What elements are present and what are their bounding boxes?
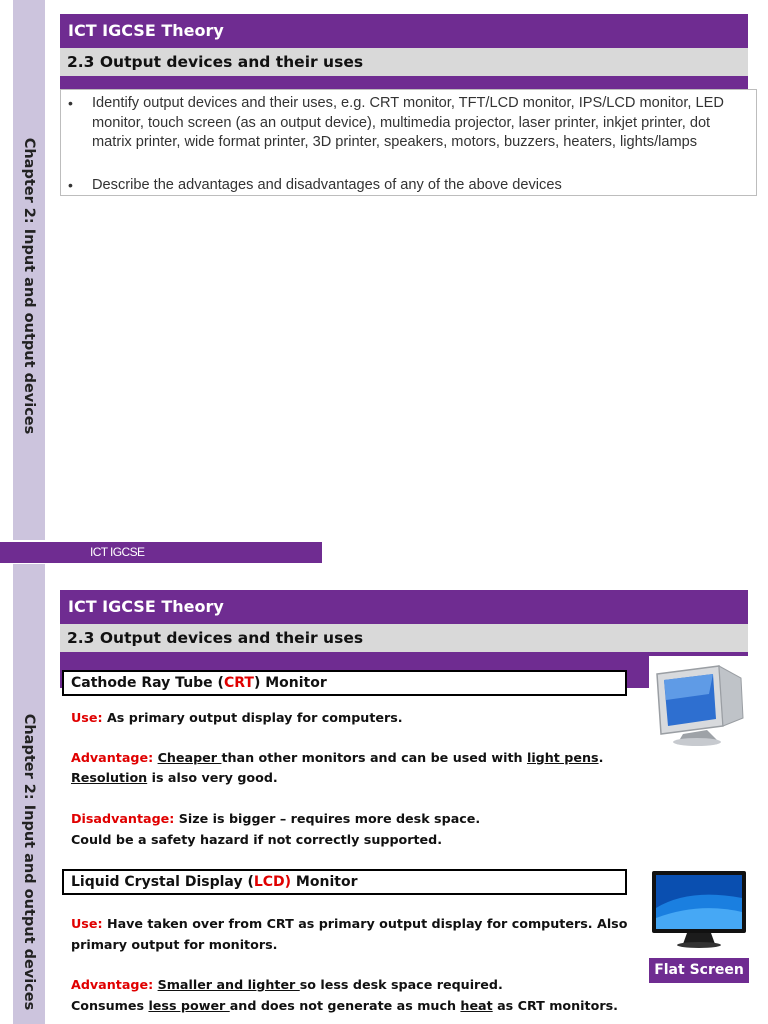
lcd-heading-text-end: Monitor (291, 874, 358, 890)
lcd-abbr: LCD) (253, 874, 292, 890)
crt-advantage-line-2 (71, 768, 278, 788)
lcd-advantage-line (71, 975, 503, 995)
use-label: Use: (71, 710, 103, 725)
use-text: primary output for monitors. (71, 937, 278, 952)
title-strip (60, 76, 748, 89)
crt-disadvantage-line (71, 809, 480, 829)
footer-label: ICT IGCSE (90, 545, 145, 559)
use-text: As primary output display for computers. (102, 710, 403, 725)
flat-screen-monitor-image (649, 868, 749, 950)
objective-item (61, 94, 750, 153)
chapter-sidebar-label: Chapter 2: Input and output devices (21, 713, 37, 1011)
crt-use-line (71, 708, 403, 728)
advantage-text: is also very good. (147, 770, 278, 785)
crt-monitor-image (649, 656, 749, 751)
slide-title: ICT IGCSE Theory (60, 590, 748, 624)
advantage-text: Consumes (71, 998, 149, 1013)
use-text: Have taken over from CRT as primary output display for computers. Also (102, 916, 628, 931)
objective-text: Describe the advantages and disadvantages of any of the above devices (92, 177, 562, 193)
bullet-icon: • (68, 177, 73, 193)
disadvantage-label: Disadvantage: (71, 811, 175, 826)
crt-heading-box (62, 670, 627, 696)
crt-disadvantage-line-2 (71, 830, 442, 850)
slide-title: ICT IGCSE Theory (60, 14, 748, 48)
bullet-icon: • (68, 95, 73, 111)
crt-heading-text-end: ) Monitor (253, 675, 327, 691)
crt-abbr: CRT (223, 675, 254, 691)
lcd-use-line-2 (71, 935, 277, 955)
crt-heading-text: Cathode Ray Tube ( (71, 675, 224, 691)
lcd-use-line (71, 914, 627, 934)
advantage-label: Advantage: (71, 977, 154, 992)
learning-objectives (60, 89, 757, 196)
disadvantage-text: Size is bigger – requires more desk space. (174, 811, 481, 826)
slide-subtitle: 2.3 Output devices and their uses (60, 624, 748, 652)
advantage-keyword: heat (460, 998, 493, 1013)
advantage-text: . (598, 750, 604, 765)
advantage-text: so less desk space required. (299, 977, 503, 992)
advantage-keyword: light pens (526, 750, 599, 765)
advantage-text: and does not generate as much (229, 998, 461, 1013)
advantage-text: than other monitors and can be used with (221, 750, 527, 765)
advantage-keyword: Smaller and lighter (157, 977, 300, 992)
advantage-text: as CRT monitors. (492, 998, 618, 1013)
objective-text: Identify output devices and their uses, e.g. CRT monitor, TFT/LCD monitor, IPS/LCD monitor, LED monitor, touch screen (as an output device), multimedia projector, laser printer, inkjet printer, dot matrix printer, wide format printer, 3D printer, speakers, motors, buzzers, heaters, lights/lamps (92, 95, 724, 151)
use-label: Use: (71, 916, 103, 931)
slide-subtitle: 2.3 Output devices and their uses (60, 48, 748, 76)
advantage-keyword: Resolution (71, 770, 148, 785)
chapter-sidebar-label: Chapter 2: Input and output devices (21, 137, 37, 435)
footer-bar (0, 542, 322, 563)
lcd-heading-text: Liquid Crystal Display ( (71, 874, 254, 890)
lcd-heading-box (62, 869, 627, 895)
advantage-label: Advantage: (71, 750, 154, 765)
advantage-keyword: less power (148, 998, 230, 1013)
disadvantage-text: Could be a safety hazard if not correctly supported. (71, 832, 443, 847)
flat-screen-label: Flat Screen (649, 958, 749, 983)
objective-item (61, 176, 750, 196)
advantage-keyword: Cheaper (157, 750, 222, 765)
crt-advantage-line (71, 748, 603, 768)
lcd-advantage-line-2 (71, 996, 618, 1016)
